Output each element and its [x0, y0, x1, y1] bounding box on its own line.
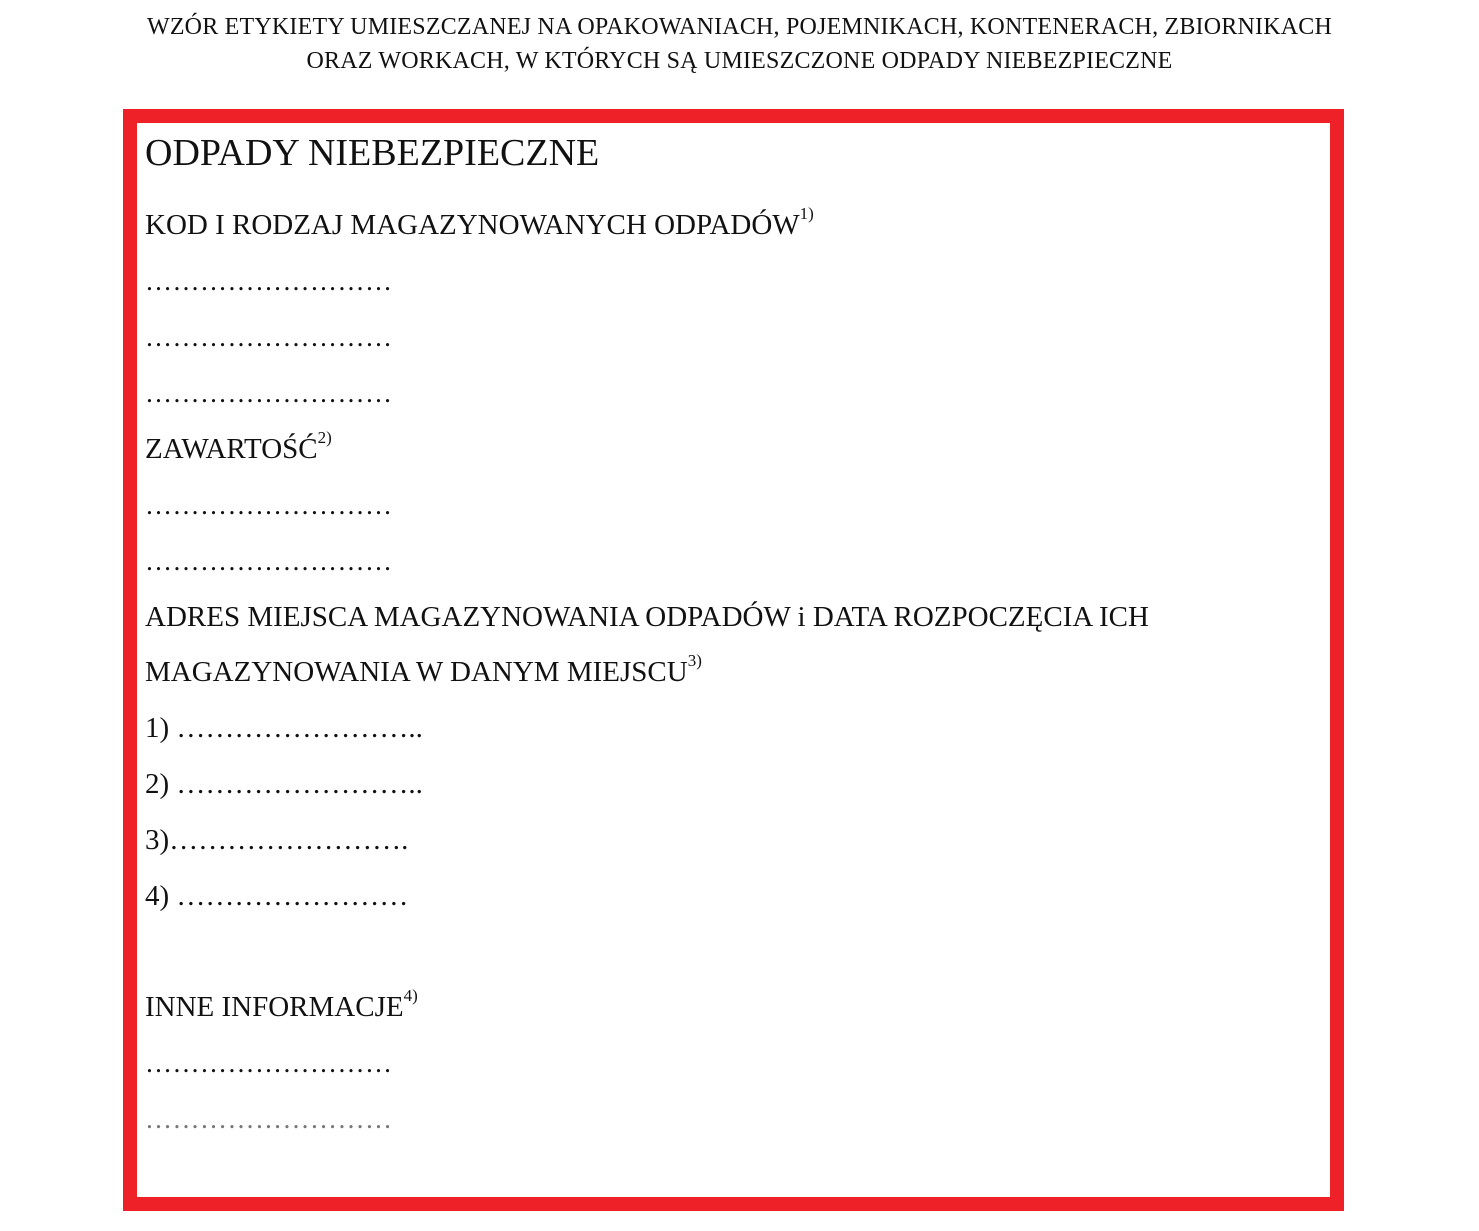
- address-item-2: 2) ……………………..: [145, 768, 423, 800]
- header-line-1: WZÓR ETYKIETY UMIESZCZANEJ NA OPAKOWANIACH, POJEMNIKACH, KONTENERACH, ZBIORNIKACH: [146, 14, 1333, 40]
- label-title: ODPADY NIEBEZPIECZNE: [145, 132, 600, 174]
- contents-heading-text: ZAWARTOŚĆ: [145, 433, 318, 465]
- address-item-3: 3)…………………….: [145, 824, 409, 856]
- waste-code-fill-line-2: ………………………: [145, 322, 393, 352]
- other-info-heading: [145, 986, 418, 1025]
- footnote-marker-2: 2): [317, 428, 332, 448]
- contents-heading: [145, 428, 332, 467]
- waste-code-fill-line-1: ………………………: [145, 266, 393, 296]
- other-info-heading-text: INNE INFORMACJE: [145, 991, 404, 1023]
- address-heading-line-2: [145, 651, 702, 690]
- footnote-marker-1: 1): [799, 204, 814, 224]
- address-item-4: 4) ……………………: [145, 880, 409, 912]
- waste-code-heading-text: KOD I RODZAJ MAGAZYNOWANYCH ODPADÓW: [145, 209, 800, 241]
- footnote-marker-4: 4): [403, 986, 418, 1006]
- document-header: [0, 10, 1479, 78]
- header-line-2: ORAZ WORKACH, W KTÓRYCH SĄ UMIESZCZONE ODPADY NIEBEZPIECZNE: [306, 48, 1173, 74]
- other-info-fill-line-1: ………………………: [145, 1048, 393, 1078]
- contents-fill-line-1: ………………………: [145, 490, 393, 520]
- hazardous-waste-label: [123, 109, 1344, 1211]
- other-info-fill-line-2: ………………………: [145, 1104, 393, 1134]
- address-item-1: 1) ……………………..: [145, 712, 423, 744]
- address-heading-line-1: ADRES MIEJSCA MAGAZYNOWANIA ODPADÓW i DATA ROZPOCZĘCIA ICH: [145, 601, 1149, 633]
- footnote-marker-3: 3): [687, 651, 702, 671]
- contents-fill-line-2: ………………………: [145, 546, 393, 576]
- waste-code-fill-line-3: ………………………: [145, 378, 393, 408]
- address-heading-line-2-text: MAGAZYNOWANIA W DANYM MIEJSCU: [145, 656, 688, 688]
- waste-code-heading: [145, 204, 814, 243]
